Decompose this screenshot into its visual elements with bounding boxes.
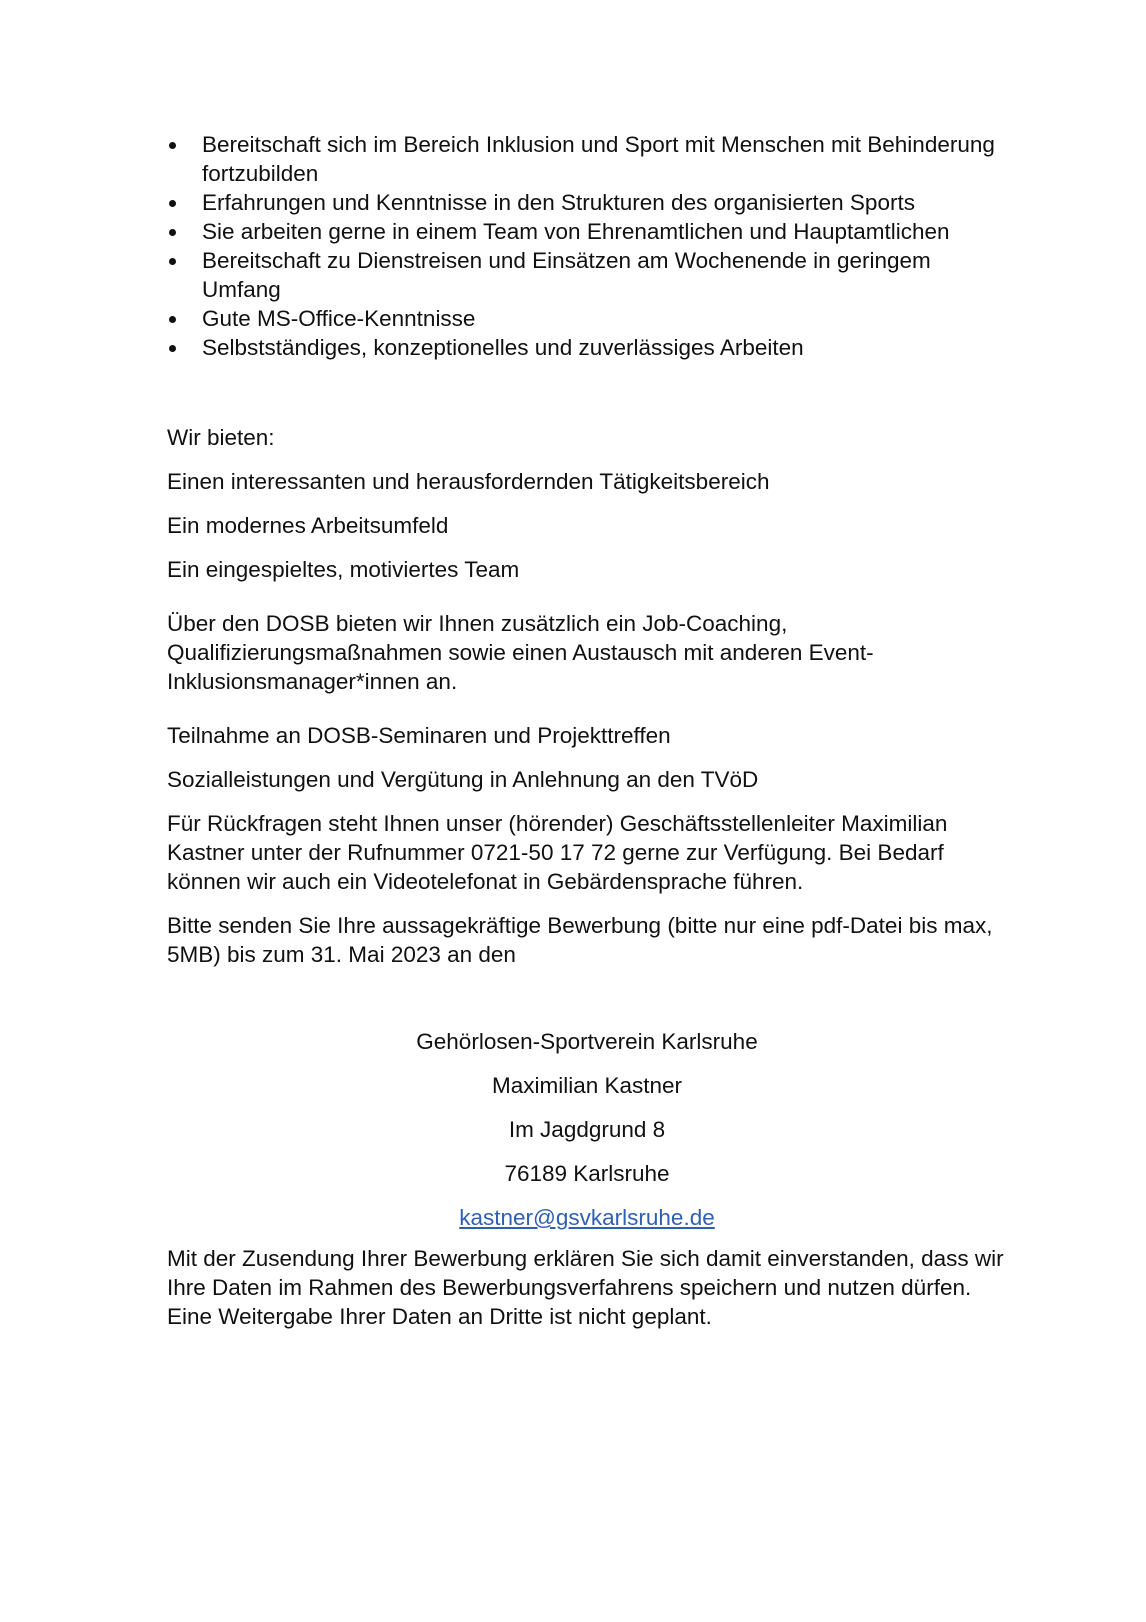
dosb-paragraph: Über den DOSB bieten wir Ihnen zusätzlich ein Job-Coaching, Qualifizierungsmaßnahmen sowie einen Austausch mit anderen Event-Inklusionsmanager*innen an.	[167, 611, 874, 694]
address-name: Maximilian Kastner	[491, 1073, 683, 1098]
offer-item: Sozialleistungen und Vergütung in Anlehnung an den TVöD	[167, 767, 759, 792]
offer-item: Teilnahme an DOSB-Seminaren und Projekttreffen	[167, 723, 671, 748]
address-city: 76189 Karlsruhe	[504, 1161, 670, 1186]
offer-item: Ein eingespieltes, motiviertes Team	[167, 557, 520, 582]
bullet-icon	[169, 345, 176, 352]
list-item	[167, 130, 1007, 188]
list-item	[167, 333, 1007, 362]
offer-heading: Wir bieten:	[167, 425, 275, 450]
requirements-list	[167, 130, 1007, 362]
contact-paragraph: Für Rückfragen steht Ihnen unser (hörender) Geschäftsstellenleiter Maximilian Kastner unter der Rufnummer 0721-50 17 72 gerne zur Verfügung. Bei Bedarf können wir auch ein Videotelefonat in Gebärdensprache führen.	[167, 811, 948, 894]
email-link[interactable]: kastner@gsvkarlsruhe.de	[459, 1205, 715, 1230]
application-paragraph: Bitte senden Sie Ihre aussagekräftige Bewerbung (bitte nur eine pdf-Datei bis max, 5MB) bis zum 31. Mai 2023 an den	[167, 913, 993, 967]
requirement-text: Erfahrungen und Kenntnisse in den Strukturen des organisierten Sports	[202, 190, 915, 215]
bullet-icon	[169, 142, 176, 149]
bullet-icon	[169, 316, 176, 323]
list-item	[167, 304, 1007, 333]
offer-item: Ein modernes Arbeitsumfeld	[167, 513, 449, 538]
privacy-paragraph: Mit der Zusendung Ihrer Bewerbung erklären Sie sich damit einverstanden, dass wir Ihre Daten im Rahmen des Bewerbungsverfahrens speichern und nutzen dürfen. Eine Weitergabe Ihrer Daten an Dritte ist nicht geplant.	[167, 1246, 1004, 1329]
offer-item: Einen interessanten und herausfordernden Tätigkeitsbereich	[167, 469, 770, 494]
requirement-text: Selbstständiges, konzeptionelles und zuverlässiges Arbeiten	[202, 335, 804, 360]
list-item	[167, 246, 1007, 304]
list-item	[167, 217, 1007, 246]
address-street: Im Jagdgrund 8	[508, 1117, 666, 1142]
requirement-text: Bereitschaft zu Dienstreisen und Einsätzen am Wochenende in geringem Umfang	[202, 248, 931, 302]
requirement-text: Sie arbeiten gerne in einem Team von Ehrenamtlichen und Hauptamtlichen	[202, 219, 950, 244]
bullet-icon	[169, 258, 176, 265]
address-block	[167, 1027, 1007, 1232]
document-body	[167, 130, 1007, 1331]
requirement-text: Bereitschaft sich im Bereich Inklusion und Sport mit Menschen mit Behinderung fortzubilden	[202, 132, 995, 186]
bullet-icon	[169, 200, 176, 207]
list-item	[167, 188, 1007, 217]
bullet-icon	[169, 229, 176, 236]
requirement-text: Gute MS-Office-Kenntnisse	[202, 306, 476, 331]
address-organization: Gehörlosen-Sportverein Karlsruhe	[416, 1029, 758, 1054]
